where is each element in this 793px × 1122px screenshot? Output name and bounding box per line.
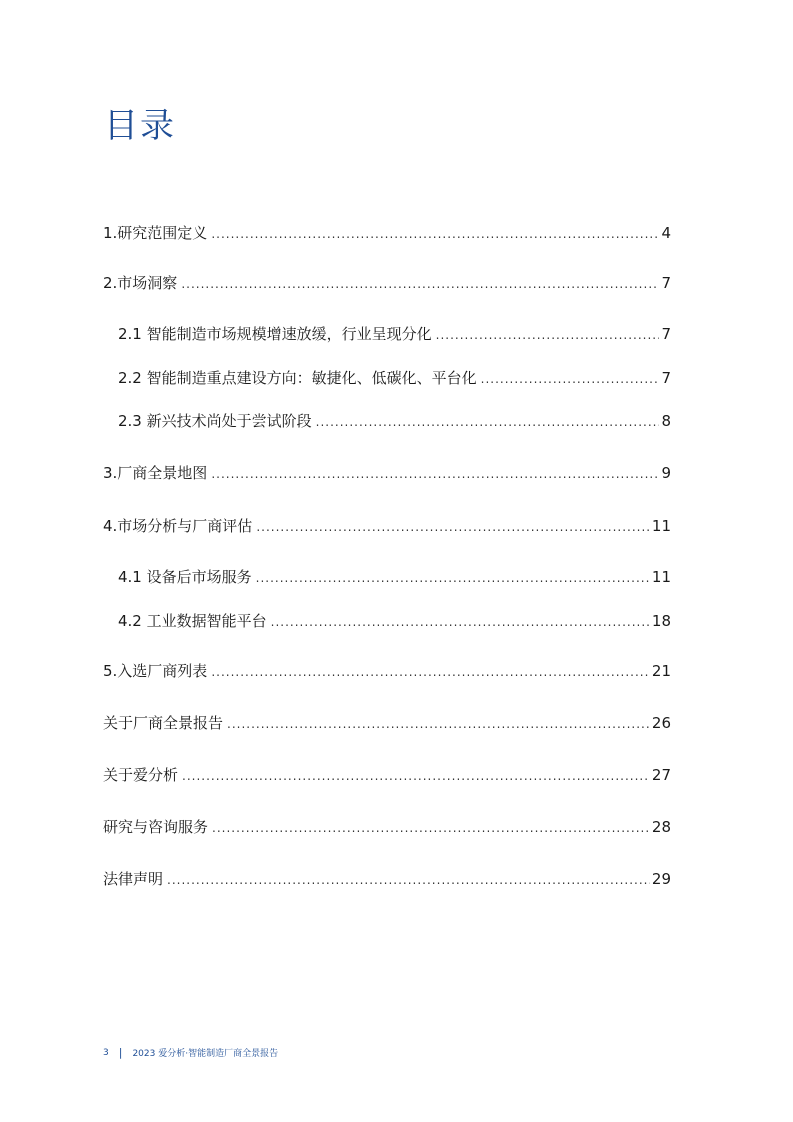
toc-leader-dots <box>182 765 650 786</box>
toc-leader-dots <box>271 611 650 632</box>
toc-entry[interactable] <box>103 817 671 838</box>
page-footer <box>103 1046 278 1059</box>
footer-separator: | <box>118 1046 123 1059</box>
toc-entry[interactable] <box>118 324 671 345</box>
toc-entry-label: 1.研究范围定义 <box>103 224 208 242</box>
footer-text: 2023 爱分析·智能制造厂商全景报告 <box>132 1049 279 1059</box>
toc-entry-label: 5.入选厂商列表 <box>103 662 208 680</box>
toc-leader-dots <box>256 516 650 537</box>
toc-entry-page: 9 <box>661 464 671 482</box>
toc-leader-dots <box>167 869 650 890</box>
toc-entry-label: 2.市场洞察 <box>103 274 178 292</box>
toc-entry-page: 8 <box>661 412 671 430</box>
toc-entry[interactable] <box>103 516 671 537</box>
toc-entry[interactable] <box>118 611 671 632</box>
toc-entry-page: 18 <box>651 612 671 630</box>
page-number: 3 <box>103 1047 109 1058</box>
toc-entry-page: 11 <box>651 517 671 535</box>
toc-entry-label: 4.市场分析与厂商评估 <box>103 517 253 535</box>
toc-leader-dots <box>227 713 650 734</box>
toc-leader-dots <box>211 661 650 682</box>
toc-entry[interactable] <box>118 368 671 389</box>
toc-leader-dots <box>436 324 660 345</box>
toc-entry-page: 11 <box>651 568 671 586</box>
toc-entry[interactable] <box>103 869 671 890</box>
toc-entry-page: 29 <box>651 870 671 888</box>
toc-entry[interactable] <box>118 567 671 588</box>
toc-entry-label: 2.3 新兴技术尚处于尝试阶段 <box>118 412 312 430</box>
toc-entry[interactable] <box>103 661 671 682</box>
toc-leader-dots <box>181 273 659 294</box>
toc-entry-label: 4.1 设备后市场服务 <box>118 568 252 586</box>
toc-entry-page: 26 <box>651 714 671 732</box>
toc-leader-dots <box>316 411 660 432</box>
toc-leader-dots <box>211 463 659 484</box>
toc-entry-label: 关于爱分析 <box>103 766 179 784</box>
toc-leader-dots <box>256 567 650 588</box>
toc-entry[interactable] <box>103 273 671 294</box>
toc-entry-label: 3.厂商全景地图 <box>103 464 208 482</box>
toc-entry-label: 2.2 智能制造重点建设方向：敏捷化、低碳化、平台化 <box>118 369 477 387</box>
page-title: 目录 <box>104 106 176 146</box>
toc-entry[interactable] <box>103 765 671 786</box>
toc-entry[interactable] <box>103 463 671 484</box>
toc-entry[interactable] <box>103 713 671 734</box>
toc-entry-page: 4 <box>661 224 671 242</box>
toc-entry-label: 法律声明 <box>103 870 164 888</box>
toc-entry-page: 7 <box>661 369 671 387</box>
toc-entry-label: 关于厂商全景报告 <box>103 714 224 732</box>
toc-leader-dots <box>211 223 659 244</box>
toc-entry-page: 7 <box>661 274 671 292</box>
toc-entry-label: 研究与咨询服务 <box>103 818 209 836</box>
toc-entry[interactable] <box>118 411 671 432</box>
toc-entry[interactable] <box>103 223 671 244</box>
toc-entry-page: 28 <box>651 818 671 836</box>
toc-leader-dots <box>212 817 650 838</box>
toc-entry-label: 4.2 工业数据智能平台 <box>118 612 267 630</box>
toc-entry-page: 21 <box>651 662 671 680</box>
toc-entry-label: 2.1 智能制造市场规模增速放缓，行业呈现分化 <box>118 325 432 343</box>
toc-entry-page: 7 <box>661 325 671 343</box>
toc-leader-dots <box>481 368 660 389</box>
toc-entry-page: 27 <box>651 766 671 784</box>
